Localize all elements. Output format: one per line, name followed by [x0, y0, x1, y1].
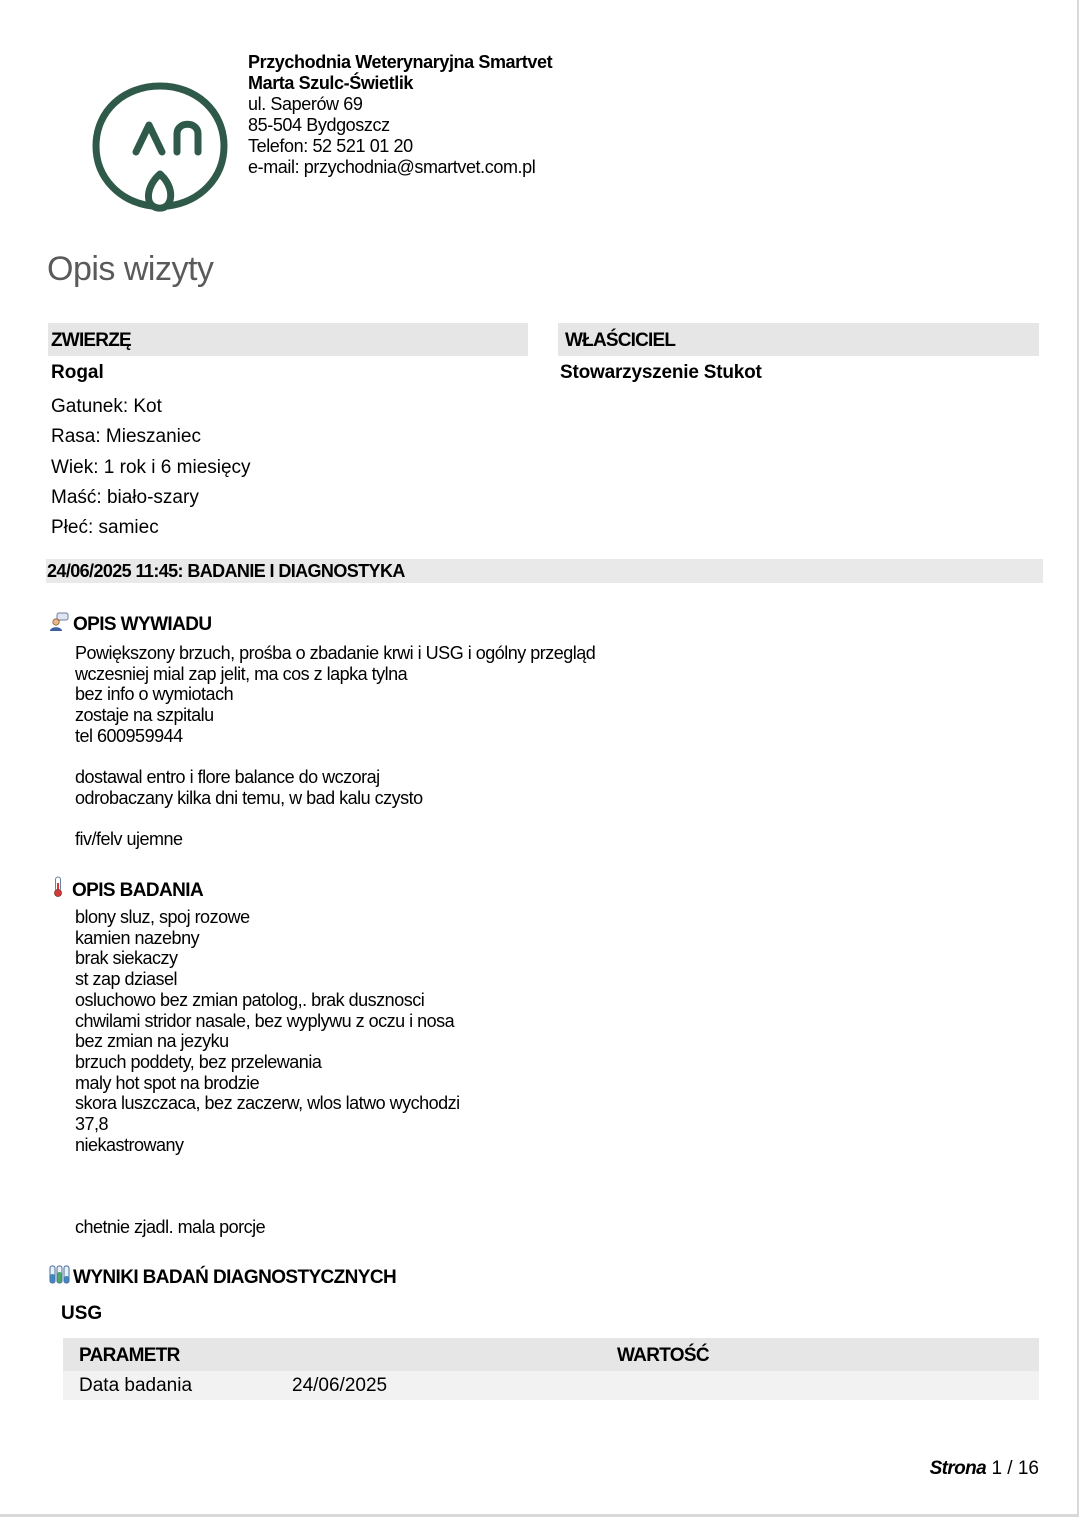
clinic-info — [248, 52, 552, 178]
interview-line: wczesniej mial zap jelit, ma cos z lapka tylna — [75, 663, 408, 684]
clinic-city: 85-504 Bydgoszcz — [248, 115, 390, 135]
interview-text — [75, 643, 595, 850]
animal-name: Rogal — [51, 362, 104, 383]
examination-line: skora luszczaca, bez zaczerw, wlos latwo wychodzi — [75, 1093, 460, 1114]
examination-line: kamien nazebny — [75, 927, 200, 948]
owner-name: Stowarzyszenie Stukot — [560, 362, 762, 383]
interview-line: odrobaczany kilka dni temu, w bad kalu czysto — [75, 787, 423, 808]
examination-section-title — [52, 876, 203, 904]
examination-line: chwilami stridor nasale, bez wyplywu z oczu i nosa — [75, 1010, 455, 1031]
page-total: / 16 — [1007, 1458, 1039, 1479]
interview-line: dostawal entro i flore balance do wczoraj — [75, 767, 380, 788]
results-table — [63, 1338, 1039, 1400]
examination-line: st zap dziasel — [75, 969, 178, 990]
test-tubes-icon — [48, 1265, 70, 1291]
interview-line: fiv/felv ujemne — [75, 829, 183, 850]
owner-header: WŁAŚCICIEL — [558, 323, 1039, 356]
page-number — [930, 1458, 1039, 1480]
examination-line: osluchowo bez zmian patolog,. brak dusznosci — [75, 989, 425, 1010]
interview-line: bez info o wymiotach — [75, 684, 234, 705]
row-parameter: Data badania — [79, 1375, 193, 1396]
page-title: Opis wizyty — [47, 250, 214, 288]
table-row — [63, 1371, 1039, 1400]
thermometer-icon — [52, 876, 64, 904]
clinic-name: Przychodnia Weterynaryjna Smartvet — [248, 52, 553, 72]
animal-breed: Rasa: Mieszaniec — [51, 426, 201, 448]
page-current: 1 — [991, 1458, 1003, 1479]
results-section-title — [48, 1265, 396, 1291]
interview-line: zostaje na szpitalu — [75, 705, 214, 726]
examination-extra: chetnie zjadl. mala porcje — [75, 1217, 266, 1237]
interview-line: Powiększony brzuch, prośba o zbadanie krwi i USG i ogólny przegląd — [75, 643, 596, 663]
smartvet-logo-icon — [86, 78, 234, 216]
examination-line: brzuch poddety, bez przelewania — [75, 1051, 322, 1072]
usg-label: USG — [61, 1303, 103, 1324]
visit-header: 24/06/2025 11:45: BADANIE I DIAGNOSTYKA — [46, 559, 1043, 583]
row-value: 24/06/2025 — [292, 1375, 388, 1396]
animal-sex: Płeć: samiec — [51, 517, 159, 539]
animal-species: Gatunek: Kot — [51, 396, 162, 417]
clinic-street: ul. Saperów 69 — [248, 94, 363, 114]
results-title: WYNIKI BADAŃ DIAGNOSTYCZNYCH — [73, 1267, 397, 1288]
examination-line: maly hot spot na brodzie — [75, 1072, 260, 1093]
examination-line: brak siekaczy — [75, 948, 178, 969]
animal-color: Maść: biało-szary — [51, 486, 199, 508]
examination-line: bez zmian na jezyku — [75, 1031, 229, 1052]
animal-header: ZWIERZĘ — [48, 323, 528, 356]
interview-title: OPIS WYWIADU — [73, 614, 212, 635]
header-value: WARTOŚĆ — [617, 1345, 709, 1366]
examination-text — [75, 907, 460, 1155]
interview-line: tel 600959944 — [75, 725, 183, 746]
interview-section-title — [49, 612, 211, 638]
examination-line: niekastrowany — [75, 1134, 184, 1155]
clinic-logo — [86, 78, 234, 216]
page-label: Strona — [929, 1458, 987, 1479]
examination-title: OPIS BADANIA — [72, 880, 204, 901]
header-parameter: PARAMETR — [79, 1345, 180, 1366]
interview-line — [75, 747, 595, 768]
examination-line: blony sluz, spoj rozowe — [75, 907, 250, 927]
clinic-owner: Marta Szulc-Świetlik — [248, 73, 414, 93]
examination-line: 37,8 — [75, 1114, 109, 1135]
table-header — [63, 1338, 1039, 1371]
clinic-email: e-mail: przychodnia@smartvet.com.pl — [248, 157, 536, 177]
clinic-phone: Telefon: 52 521 01 20 — [248, 136, 413, 156]
animal-attributes — [51, 392, 251, 543]
animal-age: Wiek: 1 rok i 6 miesięcy — [51, 456, 251, 478]
interview-line — [75, 809, 595, 830]
person-speech-icon — [49, 612, 69, 638]
